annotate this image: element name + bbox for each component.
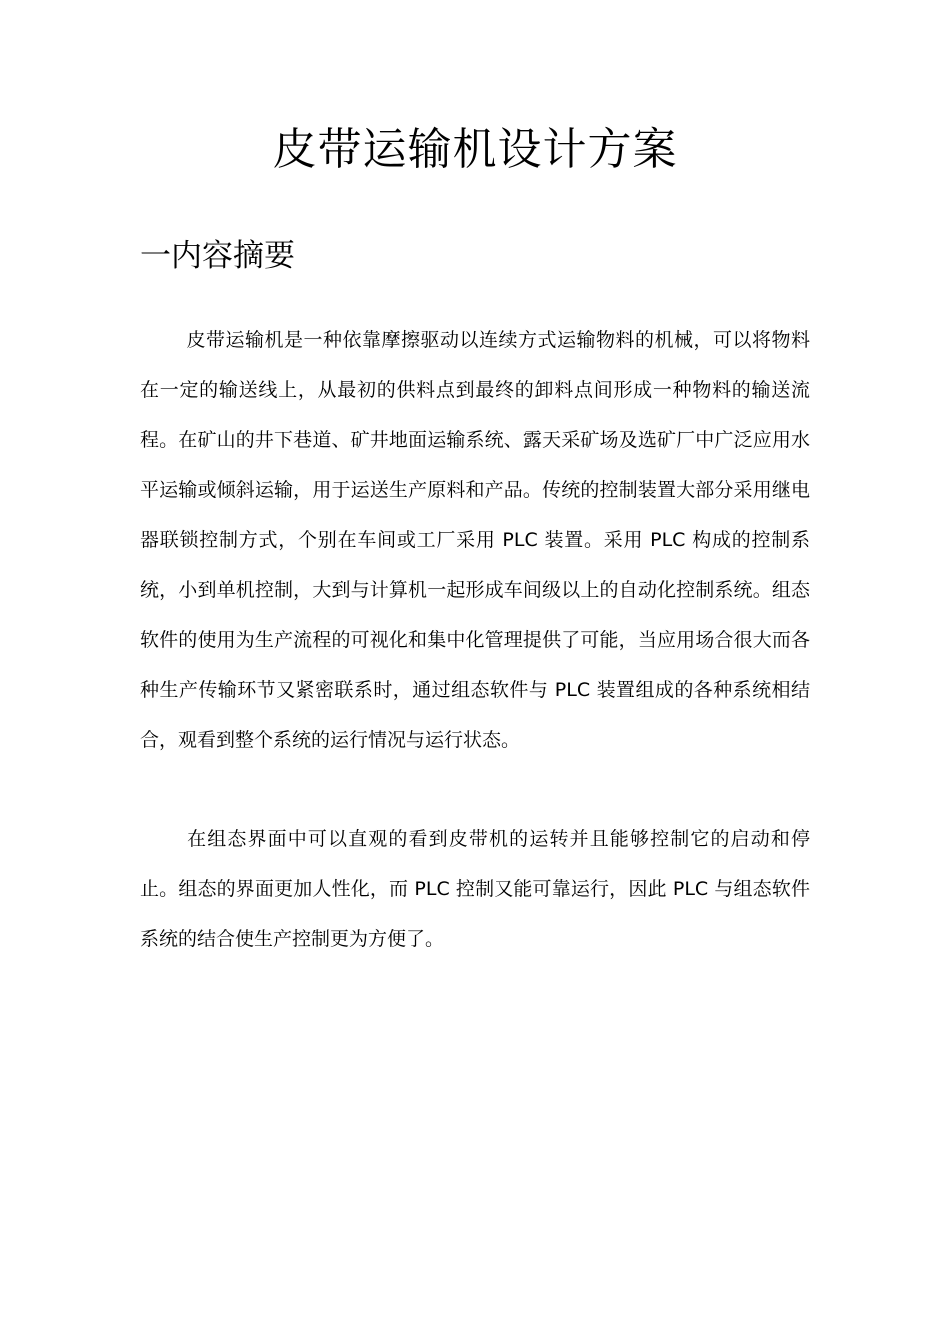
document-title: 皮带运输机设计方案 (272, 124, 678, 175)
paragraph-2 (140, 814, 810, 964)
paragraph-1-text: 皮带运输机是一种依靠摩擦驱动以连续方式运输物料的机械，可以将物料在一定的输送线上，从最初的供料点到最终的卸料点间形成一种物料的输送流程。在矿山的井下巷道、矿井地面运输系统、露天采矿场及选矿厂中广泛应用水平运输或倾斜运输，用于运送生产原料和产品。传统的控制装置大部分采用继电器联锁控制方式，个别在车间或工厂采用 PLC 装置。采用 PLC 构成的控制系统，小到单机控制，大到与计算机一起形成车间级以上的自动化控制系统。组态软件的使用为生产流程的可视化和集中化管理提供了可能，当应用场合很大而各种生产传输环节又紧密联系时，通过组态软件与 PLC 装置组成的各种系统相结合，观看到整个系统的运行情况与运行状态。 (140, 329, 810, 751)
paragraph-2-text: 在组态界面中可以直观的看到皮带机的运转并且能够控制它的启动和停止。组态的界面更加人性化，而 PLC 控制又能可靠运行，因此 PLC 与组态软件系统的结合使生产控制更为方便了。 (140, 828, 810, 950)
section-heading: 一内容摘要 (140, 238, 295, 274)
paragraph-1 (140, 315, 810, 765)
